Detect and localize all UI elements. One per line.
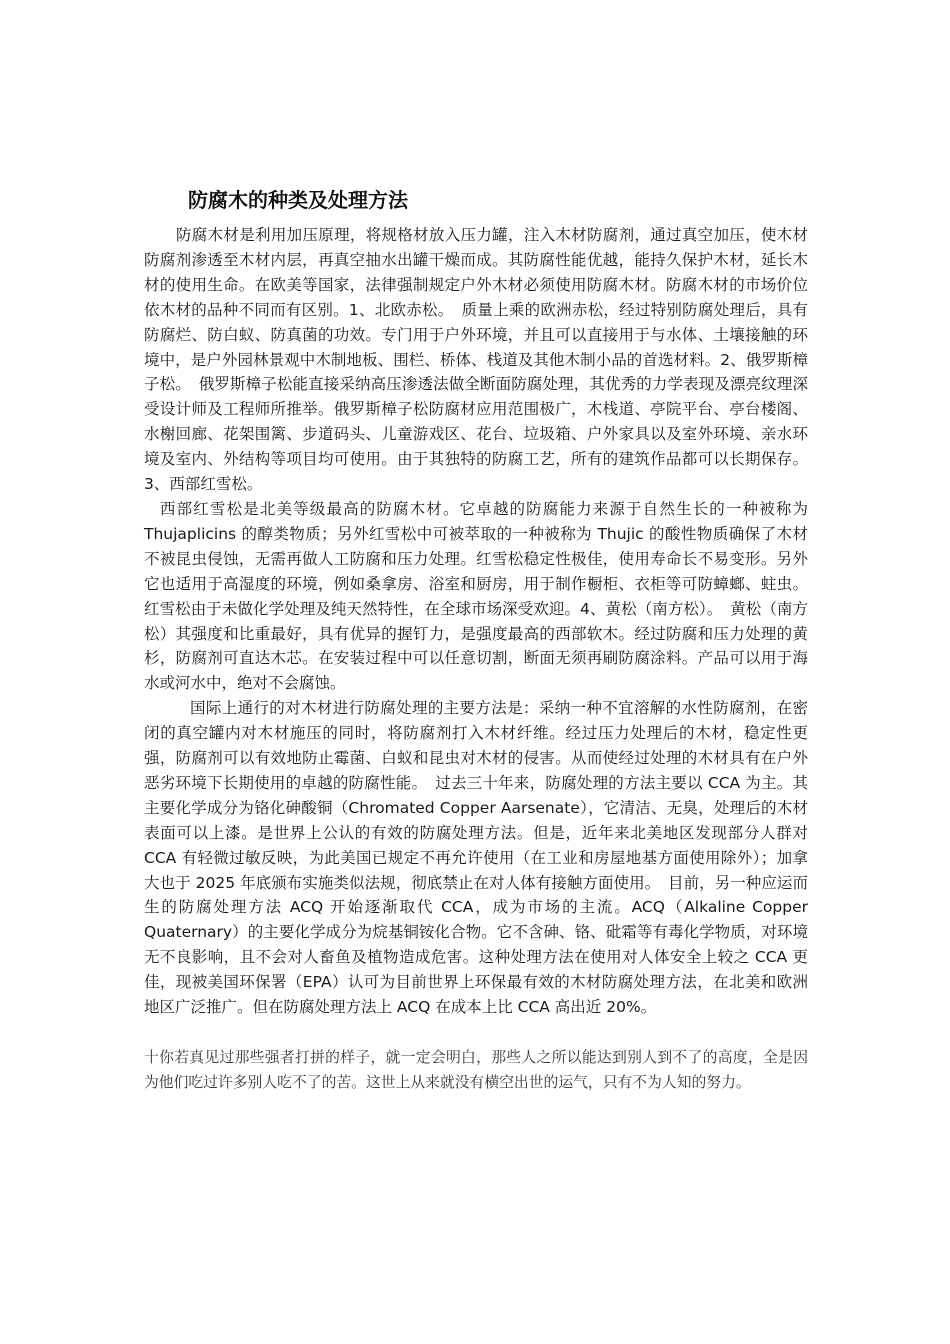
document-title: 防腐木的种类及处理方法 [188, 188, 408, 212]
document-body [144, 223, 808, 1020]
footer-quote: 十你若真见过那些强者打拼的样子，就一定会明白，那些人之所以能达到别人到不了的高度，全是因为他们吃过许多别人吃不了的苦。这世上从来就没有横空出世的运气，只有不为人知的努力。 [144, 1049, 808, 1091]
body-paragraph-1: 防腐木材是利用加压原理，将规格材放入压力罐，注入木材防腐剂，通过真空加压，使木材防腐剂渗透至木材内层，再真空抽水出罐干燥而成。其防腐性能优越，能持久保护木材，延长木材的使用生命。在欧美等国家，法律强制规定户外木材必须使用防腐木材。防腐木材的市场价位依木材的品种不同而有区别。1、北欧赤松。 质量上乘的欧洲赤松，经过特别防腐处理后，具有防腐烂、防白蚁、防真菌的功效。专门用于户外环境，并且可以直接用于与水体、土壤接触的环境中，是户外园林景观中木制地板、围栏、桥体、栈道及其他木制小品的首选材料。2、俄罗斯樟子松。 俄罗斯樟子松能直接采纳高压渗透法做全断面防腐处理，其优秀的力学表现及漂亮纹理深受设计师及工程师所推举。俄罗斯樟子松防腐材应用范围极广，木栈道、亭院平台、亭台楼阁、水榭回廊、花架围篱、步道码头、儿童游戏区、花台、垃圾箱、户外家具以及室外环境、亲水环境及室内、外结构等项目均可使用。由于其独特的防腐工艺，所有的建筑作品都可以长期保存。 3、西部红雪松。 [144, 226, 808, 494]
body-paragraph-2: 西部红雪松是北美等级最高的防腐木材。它卓越的防腐能力来源于自然生长的一种被称为 Thujaplicins 的醇类物质；另外红雪松中可被萃取的一种被称为 Thujic 的酸性物质确保了木材不被昆虫侵蚀，无需再做人工防腐和压力处理。红雪松稳定性极佳，使用寿命长不易变形。另外它也适用于高湿度的环境，例如桑拿房、浴室和厨房，用于制作橱柜、衣柜等可防蟑螂、蛀虫。红雪松由于未做化学处理及纯天然特性，在全球市场深受欢迎。4、黄松（南方松）。 黄松（南方松）其强度和比重最好，具有优异的握钉力，是强度最高的西部软木。经过防腐和压力处理的黄杉，防腐剂可直达木芯。在安装过程中可以任意切割，断面无须再刷防腐涂料。产品可以用于海水或河水中，绝对不会腐蚀。 [144, 499, 808, 693]
body-paragraph-3: 国际上通行的对木材进行防腐处理的主要方法是：采纳一种不宜溶解的水性防腐剂，在密闭的真空罐内对木材施压的同时，将防腐剂打入木材纤维。经过压力处理后的木材，稳定性更强，防腐剂可以有效地防止霉菌、白蚁和昆虫对木材的侵害。从而使经过处理的木材具有在户外恶劣环境下长期使用的卓越的防腐性能。 过去三十年来，防腐处理的方法主要以 CCA 为主。其主要化学成分为铬化砷酸铜（Chromated Copper Aarsenate），它清洁、无臭，处理后的木材表面可以上漆。是世界上公认的有效的防腐处理方法。但是，近年来北美地区发现部分人群对 CCA 有轻微过敏反映，为此美国已规定不再允许使用（在工业和房屋地基方面使用除外）；加拿大也于 2025 年底颁布实施类似法规，彻底禁止在对人体有接触方面使用。 目前，另一种应运而生的防腐处理方法 ACQ 开始逐渐取代 CCA，成为市场的主流。ACQ（Alkaline Copper Quaternary）的主要化学成分为烷基铜铵化合物。它不含砷、铬、砒霜等有毒化学物质，对环境无不良影响，且不会对人畜鱼及植物造成危害。这种处理方法在使用对人体安全上较之 CCA 更佳，现被美国环保署（EPA）认可为目前世界上环保最有效的木材防腐处理方法，在北美和欧洲地区广泛推广。但在防腐处理方法上 ACQ 在成本上比 CCA 高出近 20%。 [144, 699, 808, 1017]
